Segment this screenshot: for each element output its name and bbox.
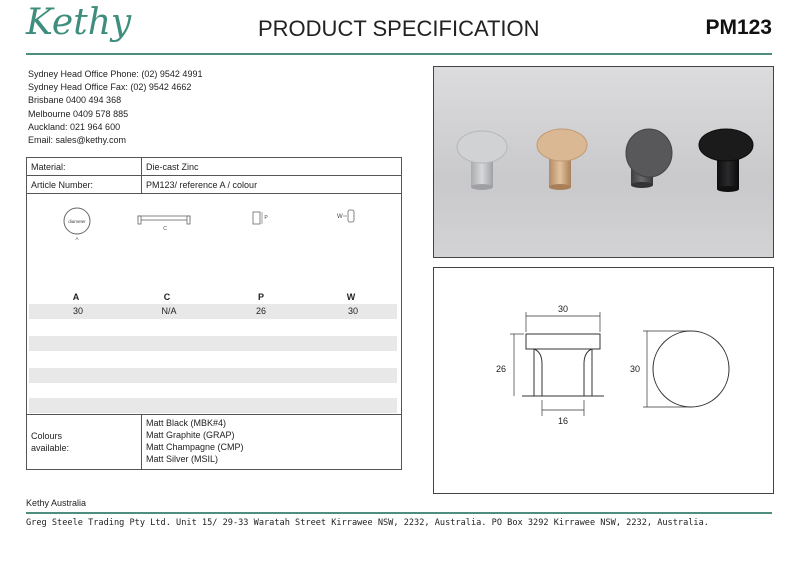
black-knob <box>699 129 753 192</box>
colours-label-line: Colours <box>31 431 63 441</box>
kethy-logo: Kethy <box>26 2 132 43</box>
dim-letter-p: P <box>257 292 264 302</box>
colours-label <box>27 415 142 469</box>
dim-value-a: 30 <box>72 306 83 316</box>
contact-line: Melbourne 0409 578 885 <box>28 108 129 119</box>
diameter-icon <box>62 206 92 247</box>
dim-value-w: 30 <box>347 306 358 316</box>
height-label: 26 <box>496 364 507 374</box>
diameter-label: 30 <box>630 364 641 374</box>
footer-company: Kethy Australia <box>26 498 87 508</box>
document-title: PRODUCT SPECIFICATION <box>258 16 540 41</box>
contact-line: Sydney Head Office Fax: (02) 9542 4662 <box>28 82 192 93</box>
contact-email: Email: sales@kethy.com <box>28 135 126 146</box>
dim-letter-c: C <box>163 292 171 302</box>
article-row <box>27 176 401 194</box>
projection-icon <box>251 210 271 235</box>
side-view <box>522 334 604 396</box>
dim-letter-a: A <box>72 292 80 302</box>
dim-value-c: N/A <box>161 306 177 316</box>
empty-row-stripe <box>29 368 397 383</box>
handle-length-icon <box>135 212 195 237</box>
diameter-icon-text: diameter <box>68 219 86 224</box>
top-dimension-line <box>526 312 600 332</box>
colours-list <box>142 415 244 469</box>
article-label: Article Number: <box>27 176 142 193</box>
colours-row <box>27 415 401 469</box>
projection-icon-letter: P <box>264 215 268 221</box>
silver-knob <box>457 131 507 190</box>
material-row <box>27 158 401 176</box>
empty-row-stripe <box>29 398 397 413</box>
top-width-label: 30 <box>557 304 569 314</box>
diameter-dimension-line <box>643 331 691 407</box>
graphite-knob <box>626 129 672 188</box>
contact-line: Auckland: 021 964 600 <box>28 121 121 132</box>
front-view-circle <box>653 331 729 407</box>
handle-length-icon-letter: C <box>163 226 167 232</box>
product-code: PM123 <box>705 16 772 39</box>
material-label: Material: <box>27 158 142 175</box>
spec-table <box>26 157 402 470</box>
technical-drawing <box>433 267 774 494</box>
product-photo <box>433 66 774 258</box>
colour-item: Matt Silver (MSIL) <box>146 454 219 464</box>
dim-value-p: 26 <box>255 306 266 316</box>
dimension-values-row <box>29 304 397 319</box>
colour-item: Matt Graphite (GRAP) <box>146 430 235 440</box>
dimensions-panel <box>27 194 401 415</box>
dimension-drawing <box>434 268 773 493</box>
height-dimension-line <box>510 334 524 396</box>
header-divider <box>26 53 772 55</box>
width-icon <box>334 208 358 233</box>
stem-label: 16 <box>557 416 569 426</box>
empty-row-stripe <box>29 336 397 351</box>
footer-divider <box>26 512 772 514</box>
colours-label-line: available: <box>31 443 70 453</box>
stem-dimension-line <box>542 400 584 416</box>
contact-block <box>28 68 202 147</box>
width-icon-letter: W <box>337 214 343 220</box>
colour-item: Matt Black (MBK#4) <box>146 418 227 428</box>
material-value: Die-cast Zinc <box>146 161 199 172</box>
dim-letter-w: W <box>346 292 356 302</box>
champagne-knob <box>537 129 587 190</box>
contact-line: Sydney Head Office Phone: (02) 9542 4991 <box>28 69 203 79</box>
article-value: PM123/ reference A / colour <box>146 179 258 190</box>
diameter-icon-letter: A <box>75 236 79 241</box>
colour-item: Matt Champagne (CMP) <box>146 442 244 452</box>
knob-photo-illustration <box>434 67 773 257</box>
footer-address: Greg Steele Trading Pty Ltd. Unit 15/ 29-33 Waratah Street Kirrawee NSW, 2232, Australia. PO Box 3292 Kirrawee NSW, 2232, Australia. <box>26 518 709 528</box>
contact-line: Brisbane 0400 494 368 <box>28 95 122 106</box>
